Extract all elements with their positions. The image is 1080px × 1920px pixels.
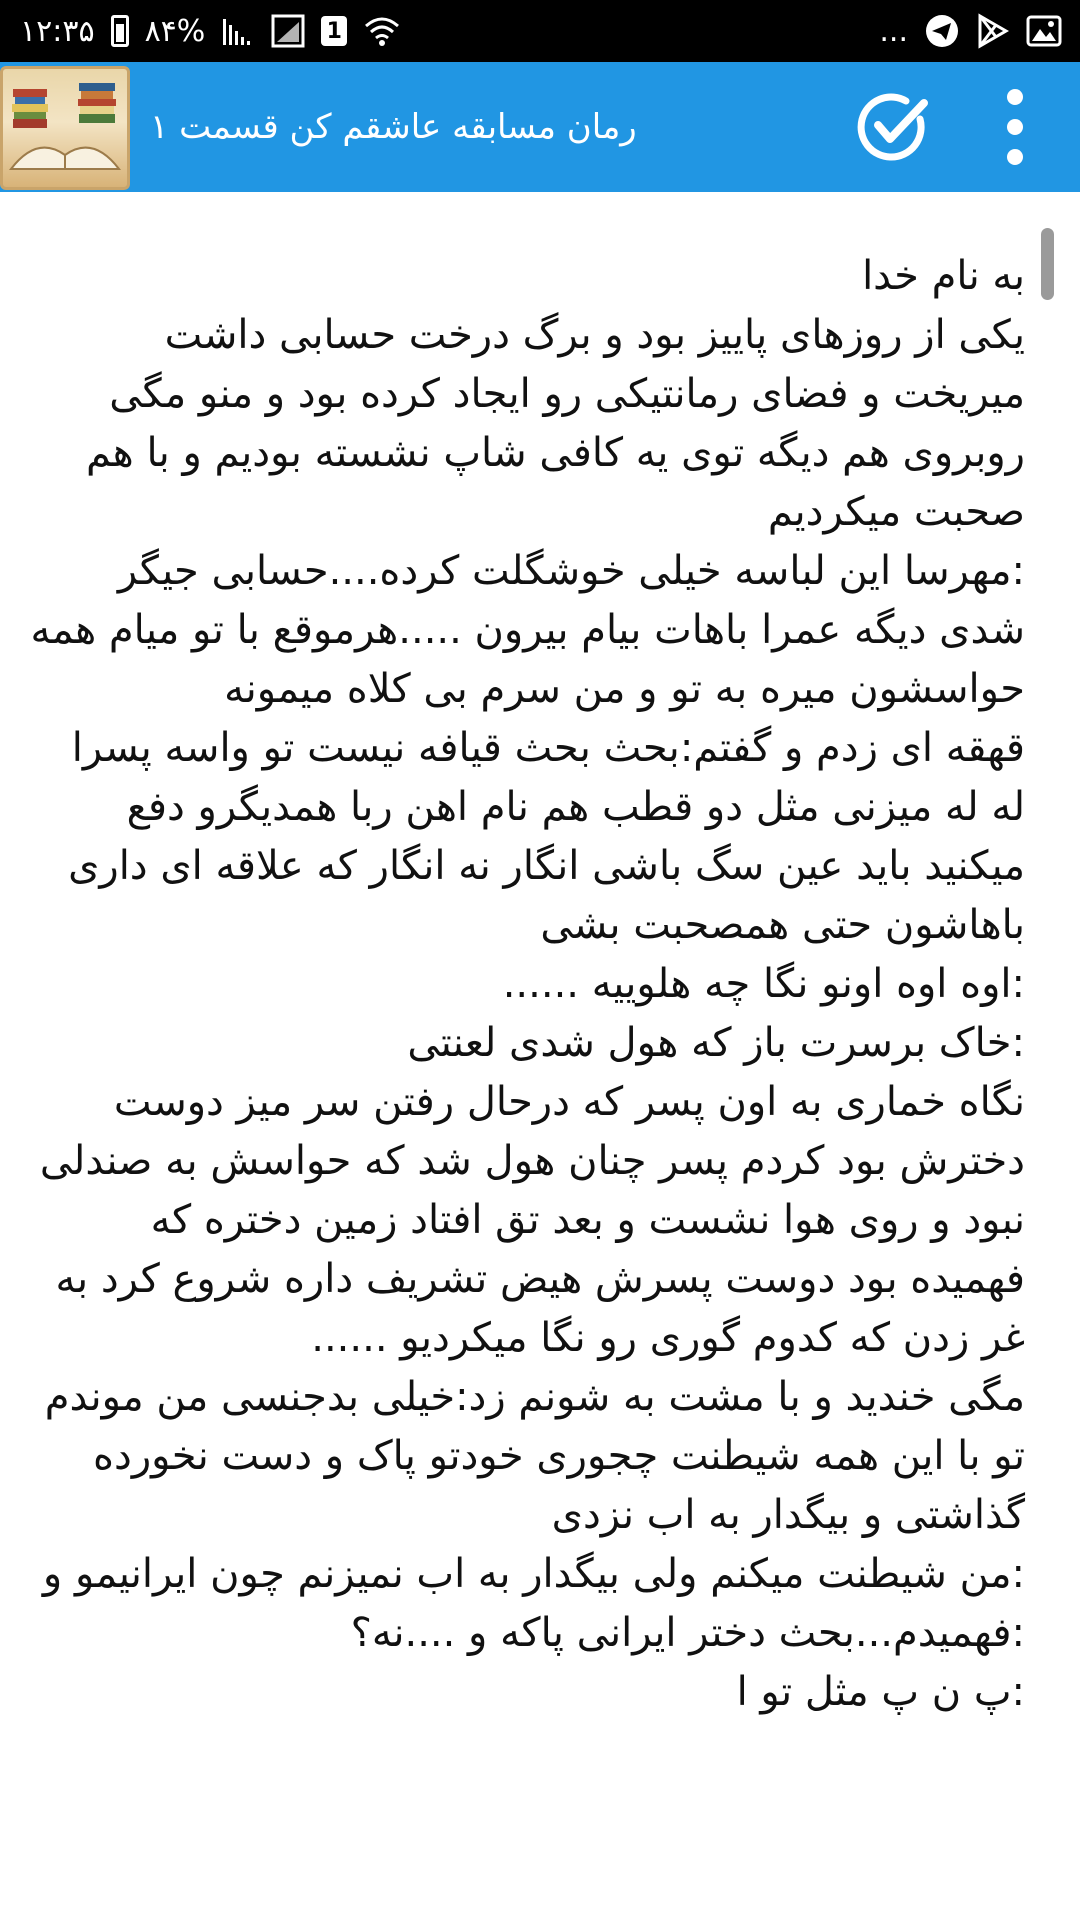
clock: ۱۲:۳۵	[20, 13, 95, 49]
books-logo-image	[3, 69, 127, 187]
menu-dot	[1007, 89, 1023, 105]
check-circle-icon	[854, 89, 930, 165]
status-left	[20, 14, 401, 49]
scrollbar-thumb[interactable]	[1041, 228, 1054, 300]
app-title: رمان مسابقه عاشقم کن قسمت ۱	[150, 107, 637, 147]
menu-dot	[1007, 149, 1023, 165]
play-store-icon	[976, 13, 1010, 49]
story-text: به نام خدا یکی از روزهای پاییز بود و برگ درخت حسابی داشت میریخت و فضای رمانتیکی رو ایجاد کرده بود و منو مگی روبروی هم دیگه توی یه کافی شاپ نشسته بودیم و با هم صحبت میکردیم :مهرسا این لباسه خیلی خوشگلت کرده....حسابی جیگر شدی دیگه عمرا باهات بیام بیرون .....هرموقع با تو میام همه حواسشون میره به تو و من سرم بی کلاه میمونه قهقه ای زدم و گفتم:بحث بحث قیافه نیست تو واسه پسرا له له میزنی مثل دو قطب هم نام اهن ربا همدیگرو دفع میکنید باید عین سگ باشی انگار نه انگار که علاقه ای داری باهاشون حتی همصحبت بشی :اوه اوه اونو نگا چه هلوییه ...... :خاک برسرت باز که هول شدی لعنتی نگاه خماری به اون پسر که درحال رفتن سر میز دوست دخترش بود کردم پسر چنان هول شد که حواسش به صندلی نبود و روی هوا نشست و بعد تق افتاد زمین دختره که فهمیده بود دوست پسرش هیض تشریف داره شروع کرد به غر زدن که کدوم گوری رو نگا میکردیو ...... مگی خندید و با مشت به شونم زد:خیلی بدجنسی من موندم تو با این همه شیطنت چجوری خودتو پاک و دست نخورده گذاشتی و بیگدار به اب نزدی :من شیطنت میکنم ولی بیگدار به اب نمیزنم چون ایرانیمو و :فهمیدم...بحث دختر ایرانی پاکه و ....نه؟ :پ ن پ مثل تو ا	[30, 253, 1025, 1715]
battery-icon	[111, 15, 129, 47]
telegram-icon	[924, 13, 960, 49]
signal-icon	[221, 15, 255, 47]
check-button[interactable]	[846, 84, 938, 170]
battery-percent: ۸۴%	[144, 13, 206, 49]
sim-slot-badge: 1	[321, 16, 347, 46]
status-bar	[0, 0, 1080, 62]
gallery-icon	[1026, 15, 1062, 47]
notification-overflow: ...	[879, 13, 908, 49]
story-content[interactable]	[0, 192, 1080, 1920]
status-right	[879, 13, 1062, 49]
menu-dot	[1007, 119, 1023, 135]
books-logo[interactable]	[0, 66, 130, 190]
wifi-icon	[363, 16, 401, 46]
sim-icon	[271, 14, 305, 48]
menu-dots-icon[interactable]	[990, 84, 1040, 170]
app-bar	[0, 62, 1080, 192]
